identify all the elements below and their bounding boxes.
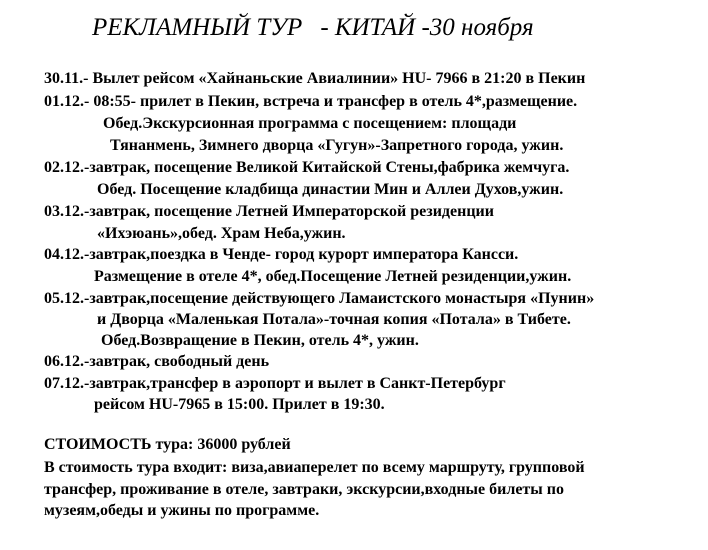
- itinerary-line: Обед.Возвращение в Пекин, отель 4*, ужин.: [101, 332, 419, 349]
- page-title: [92, 14, 534, 42]
- itinerary-line: 01.12.- 08:55- прилет в Пекин, встреча и трансфер в отель 4*,размещение.: [44, 93, 578, 110]
- itinerary-line: «Ихэюань»,обед. Храм Неба,ужин.: [97, 225, 346, 242]
- itinerary-line: и Дворца «Маленькая Потала»-точная копия «Потала» в Тибете.: [97, 311, 571, 328]
- itinerary-line: Обед. Посещение кладбища династии Мин и Аллеи Духов,ужин.: [97, 181, 564, 198]
- cost-includes-line: музеям,обеды и ужины по программе.: [44, 502, 320, 519]
- itinerary-line: 30.11.- Вылет рейсом «Хайнаньские Авиалинии» HU- 7966 в 21:20 в Пекин: [44, 70, 586, 87]
- itinerary-line: 04.12.-завтрак,поездка в Ченде- город курорт императора Кансси.: [44, 246, 519, 263]
- itinerary-line: 05.12.-завтрак,посещение действующего Ламаистского монастыря «Пунин»: [44, 290, 595, 307]
- itinerary-line: Обед.Экскурсионная программа с посещением: площади: [103, 115, 517, 132]
- itinerary-line: 02.12.-завтрак, посещение Великой Китайской Стены,фабрика жемчуга.: [44, 159, 570, 176]
- itinerary-line: 03.12.-завтрак, посещение Летней Императорской резиденции: [44, 203, 494, 220]
- tour-cost: СТОИМОСТЬ тура: 36000 рублей: [44, 436, 291, 453]
- itinerary-line: рейсом HU-7965 в 15:00. Прилет в 19:30.: [94, 396, 385, 413]
- itinerary-line: Тянанмень, Зимнего дворца «Гугун»-Запретного города, ужин.: [110, 137, 564, 154]
- itinerary-line: 07.12.-завтрак,трансфер в аэропорт и вылет в Санкт-Петербург: [44, 375, 506, 392]
- itinerary-line: 06.12.-завтрак, свободный день: [44, 353, 270, 370]
- cost-includes-line: трансфер, проживание в отеле, завтраки, экскурсии,входные билеты по: [44, 481, 564, 498]
- itinerary-line: Размещение в отеле 4*, обед.Посещение Летней резиденции,ужин.: [94, 268, 572, 285]
- title-tour: РЕКЛАМНЫЙ ТУР: [92, 14, 303, 41]
- title-destination: - КИТАЙ -30 ноября: [320, 14, 534, 41]
- cost-includes-line: В стоимость тура входит: виза,авиаперелет по всему маршруту, групповой: [44, 459, 585, 476]
